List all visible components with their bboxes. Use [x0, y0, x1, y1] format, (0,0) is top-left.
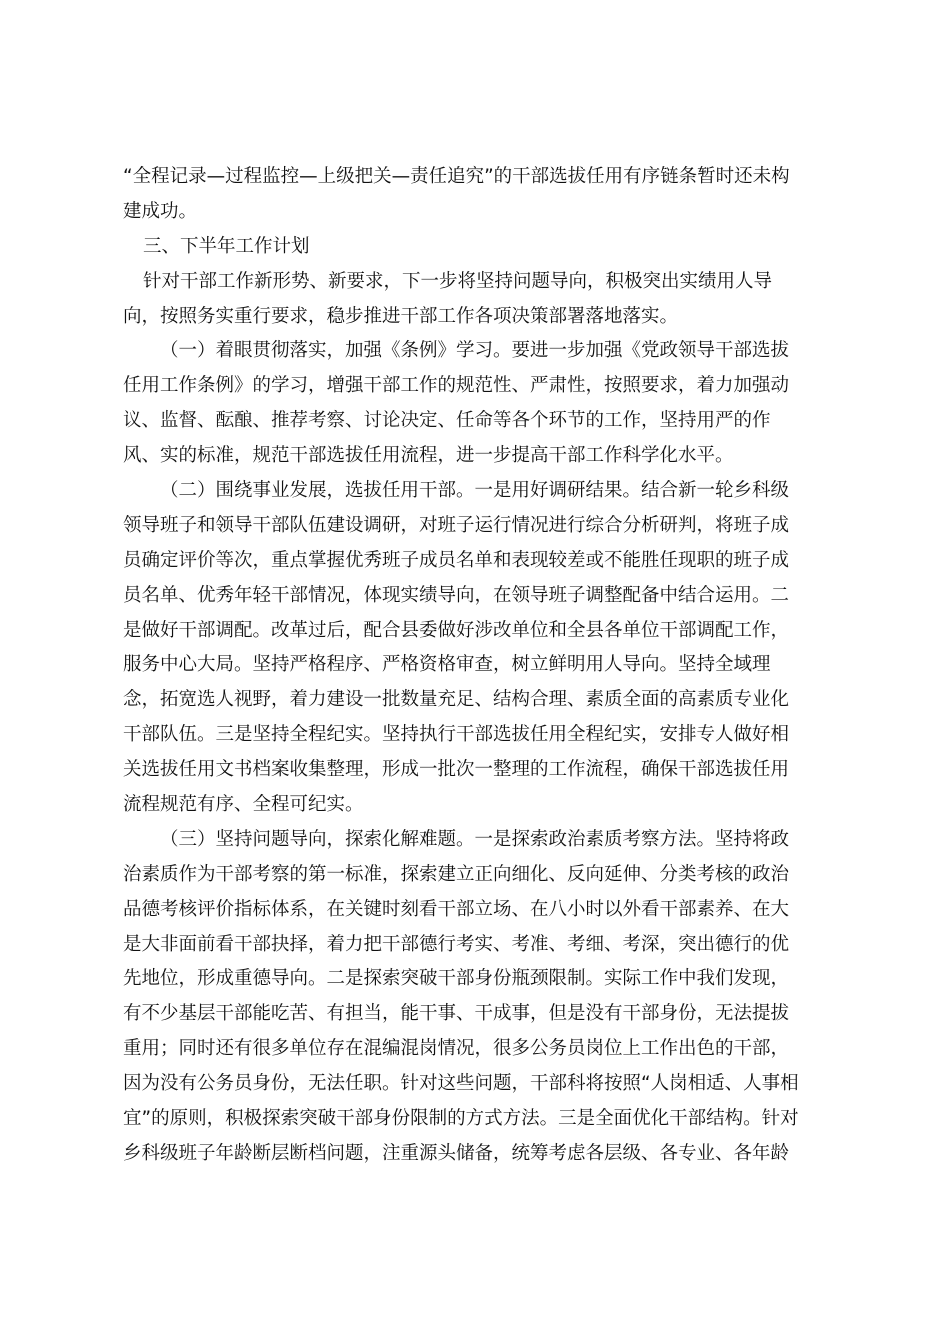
text-line: （二）围绕事业发展，选拔任用干部。一是用好调研结果。结合新一轮乡科级	[160, 480, 790, 502]
text-line: 三、下半年工作计划	[143, 235, 310, 257]
text-line: 品德考核评价指标体系，在关键时刻看干部立场、在八小时以外看干部素养、在大	[123, 898, 790, 920]
text-line: 针对干部工作新形势、新要求，下一步将坚持问题导向，积极突出实绩用人导	[143, 270, 773, 292]
text-line: 关选拔任用文书档案收集整理，形成一批次一整理的工作流程，确保干部选拔任用	[123, 759, 790, 781]
text-line: 任用工作条例》的学习，增强干部工作的规范性、严肃性，按照要求，着力加强动	[123, 375, 790, 397]
text-line: 重用；同时还有很多单位存在混编混岗情况，很多公务员岗位上工作出色的干部，	[123, 1038, 790, 1060]
text-line: 领导班子和领导干部队伍建设调研，对班子运行情况进行综合分析研判，将班子成	[123, 514, 790, 536]
text-line: 服务中心大局。坚持严格程序、严格资格审查，树立鲜明用人导向。坚持全域理	[123, 654, 771, 676]
text-line: “全程记录—过程监控—上级把关—责任追究”的干部选拔任用有序链条暂时还未构	[123, 166, 790, 187]
text-line: 乡科级班子年龄断层断档问题，注重源头储备，统筹考虑各层级、各专业、各年龄	[123, 1142, 790, 1164]
text-line: （三）坚持问题导向，探索化解难题。一是探索政治素质考察方法。坚持将政	[160, 828, 790, 850]
text-line: 宜”的原则，积极探索突破干部身份限制的方式方法。三是全面优化干部结构。针对	[123, 1108, 799, 1130]
text-line: 建成功。	[123, 200, 198, 222]
text-line: 因为没有公务员身份，无法任职。针对这些问题，干部科将按照“人岗相适、人事相	[123, 1073, 799, 1095]
text-line: 干部队伍。三是坚持全程纪实。坚持执行干部选拔任用全程纪实，安排专人做好相	[123, 724, 790, 746]
text-line: 念，拓宽选人视野，着力建设一批数量充足、结构合理、素质全面的高素质专业化	[123, 689, 790, 711]
text-line: 员确定评价等次，重点掌握优秀班子成员名单和表现较差或不能胜任现职的班子成	[123, 549, 790, 571]
text-line: 是做好干部调配。改革过后，配合县委做好涉改单位和全县各单位干部调配工作，	[123, 619, 790, 641]
text-line: （一）着眼贯彻落实，加强《条例》学习。要进一步加强《党政领导干部选拔	[160, 340, 790, 362]
text-line: 先地位，形成重德导向。二是探索突破干部身份瓶颈限制。实际工作中我们发现，	[123, 968, 790, 990]
text-line: 有不少基层干部能吃苦、有担当，能干事、干成事，但是没有干部身份，无法提拔	[123, 1003, 790, 1025]
text-line: 是大非面前看干部抉择，着力把干部德行考实、考准、考细、考深，突出德行的优	[123, 933, 790, 955]
text-line: 流程规范有序、全程可纪实。	[123, 794, 364, 816]
text-line: 治素质作为干部考察的第一标准，探索建立正向细化、反向延伸、分类考核的政治	[123, 863, 790, 885]
document-body	[123, 160, 831, 1172]
text-line: 风、实的标准，规范干部选拔任用流程，进一步提高干部工作科学化水平。	[123, 445, 734, 467]
text-line: 议、监督、酝酿、推荐考察、讨论决定、任命等各个环节的工作，坚持用严的作	[123, 410, 771, 432]
text-line: 员名单、优秀年轻干部情况，体现实绩导向，在领导班子调整配备中结合运用。二	[123, 584, 790, 606]
text-line: 向，按照务实重行要求，稳步推进干部工作各项决策部署落地落实。	[123, 305, 679, 327]
